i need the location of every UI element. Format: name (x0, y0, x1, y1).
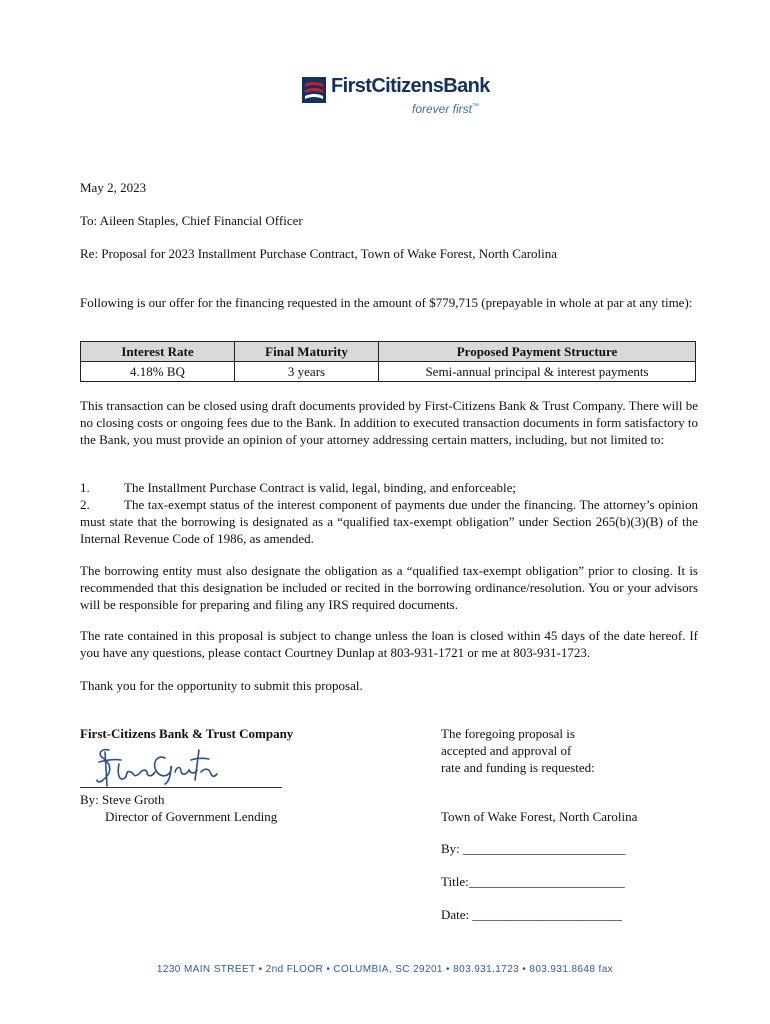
addressee-line: To: Aileen Staples, Chief Financial Officer (80, 213, 303, 228)
terms-header-row (81, 342, 696, 362)
footer-address: 1230 MAIN STREET • 2nd FLOOR • COLUMBIA, SC 29201 • 803.931.1723 • 803.931.8648 fax (156, 964, 614, 975)
bank-name: FirstCitizensBank (331, 75, 490, 97)
flag-logo-icon (302, 77, 326, 103)
terms-table (80, 341, 696, 382)
list-item-text: The Installment Purchase Contract is valid, legal, binding, and enforceable; (124, 480, 517, 495)
header-payment-structure: Proposed Payment Structure (379, 342, 696, 362)
closing-documents-paragraph: This transaction can be closed using draft documents provided by First-Citizens Bank & Trust Company. There will be no closing costs or ongoing fees due to the Bank. In addition to executed transaction documents in form satisfactory to the Bank, you must provide an opinion of your attorney addressing certain matters, including, but not limited to: (80, 398, 698, 447)
signer-company: First-Citizens Bank & Trust Company (80, 726, 294, 741)
trademark-mark: ™ (472, 103, 480, 110)
subject-line: Re: Proposal for 2023 Installment Purchase Contract, Town of Wake Forest, North Carolina (80, 246, 558, 261)
opinion-conditions-list (80, 479, 698, 547)
bank-logo (302, 75, 502, 123)
acceptance-title-field[interactable]: Title:________________________ (441, 874, 625, 889)
acceptance-date-field[interactable]: Date: _______________________ (441, 907, 622, 922)
list-item-text: The tax-exempt status of the interest component of payments due under the financing. The attorney’s opinion must state that the borrowing is designated as a “qualified tax-exempt obligation” under Section 265(b)(3)(B) of the Internal Revenue Code of 1986, as amended. (80, 497, 698, 546)
signer-title: Director of Government Lending (105, 809, 278, 824)
list-item-number: 1. (80, 480, 90, 495)
cell-payment-structure: Semi-annual principal & interest payments (379, 362, 696, 382)
cell-final-maturity: 3 years (235, 362, 379, 382)
header-final-maturity: Final Maturity (235, 342, 379, 362)
list-item-number: 2. (80, 497, 90, 512)
thank-you-line: Thank you for the opportunity to submit this proposal. (80, 678, 363, 693)
header-interest-rate: Interest Rate (81, 342, 235, 362)
rate-validity-paragraph: The rate contained in this proposal is subject to change unless the loan is closed within 45 days of the date hereof. If you have any questions, please contact Courtney Dunlap at 803-931-1721 or me at 803-931-1723. (80, 628, 698, 660)
signature-line (80, 787, 282, 788)
intro-paragraph: Following is our offer for the financing requested in the amount of $779,715 (prepayable in whole at par at any time): (80, 295, 693, 310)
acceptance-by-field[interactable]: By: _________________________ (441, 841, 626, 856)
letter-date: May 2, 2023 (80, 180, 147, 195)
acceptance-text-line-3: rate and funding is requested: (441, 760, 595, 775)
designation-paragraph: The borrowing entity must also designate the obligation as a “qualified tax-exempt obligation” prior to closing. It is recommended that this designation be included or recited in the borrowing ordinance/resolution. You or your advisors will be responsible for preparing and filing any IRS required documents. (80, 563, 698, 612)
terms-row (81, 362, 696, 382)
bank-tagline: forever first™ (412, 102, 480, 116)
acceptance-entity: Town of Wake Forest, North Carolina (441, 809, 638, 824)
signer-name: By: Steve Groth (80, 792, 165, 807)
list-item (80, 479, 698, 496)
list-item (80, 496, 698, 547)
acceptance-text-line-1: The foregoing proposal is (441, 726, 575, 741)
acceptance-text-line-2: accepted and approval of (441, 743, 572, 758)
cell-interest-rate: 4.18% BQ (81, 362, 235, 382)
handwritten-signature-icon (95, 744, 220, 790)
